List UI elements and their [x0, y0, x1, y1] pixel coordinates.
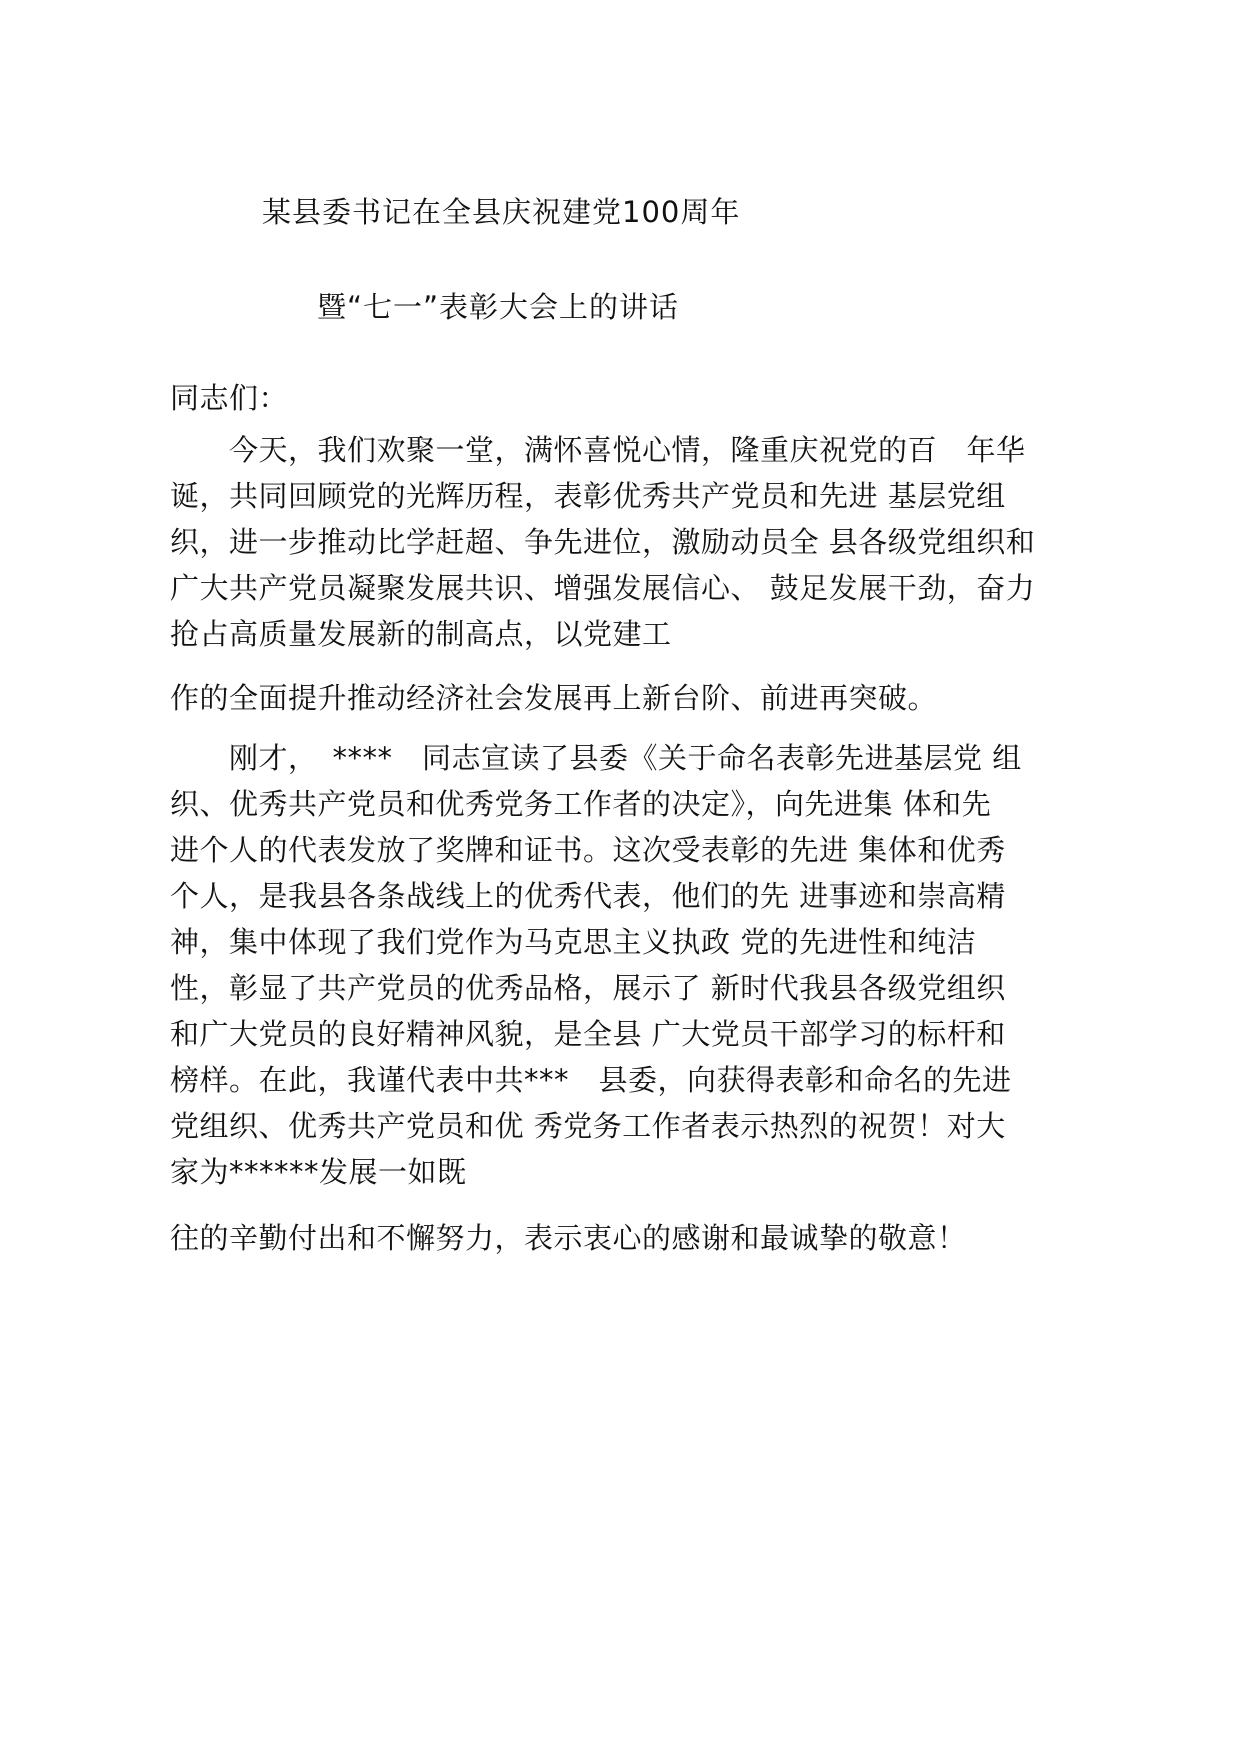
paragraph-line: 进个人的代表发放了奖牌和证书。这次受表彰的先进 集体和优秀: [170, 833, 1006, 867]
document-title-line-2: 暨“七一”表彰大会上的讲话: [317, 290, 680, 324]
paragraph-line: 织、优秀共产党员和优秀党务工作者的决定》，向先进集 体和先: [170, 787, 992, 821]
document-title-line-1: 某县委书记在全县庆祝建党100周年: [262, 195, 741, 229]
paragraph-line: 个人，是我县各条战线上的优秀代表，他们的先 进事迹和崇高精: [170, 879, 1006, 913]
paragraph-line: 神，集中体现了我们党作为马克思主义执政 党的先进性和纯洁: [170, 925, 977, 959]
paragraph-line: 性，彰显了共产党员的优秀品格，展示了 新时代我县各级党组织: [170, 971, 1006, 1005]
paragraph-line: 和广大党员的良好精神风貌，是全县 广大党员干部学习的标杆和: [170, 1017, 1006, 1051]
paragraph-line: 党组织、优秀共产党员和优 秀党务工作者表示热烈的祝贺！对大: [170, 1109, 1006, 1143]
paragraph-line: 作的全面提升推动经济社会发展再上新台阶、前进再突破。: [170, 681, 938, 715]
paragraph-line: 刚才， **** 同志宣读了县委《关于命名表彰先进基层党 组: [170, 741, 1022, 775]
paragraph-line: 诞，共同回顾党的光辉历程，表彰优秀共产党员和先进 基层党组: [170, 479, 1006, 513]
paragraph-line: 广大共产党员凝聚发展共识、增强发展信心、 鼓足发展干劲，奋力: [170, 571, 1036, 605]
paragraph-line: 织，进一步推动比学赶超、争先进位，激励动员全 县各级党组织和: [170, 525, 1036, 559]
paragraph-line: 抢占高质量发展新的制高点，以党建工: [170, 617, 672, 651]
paragraph-line: 家为******发展一如既: [170, 1155, 467, 1189]
paragraph-line: 榜样。在此，我谨代表中共*** 县委，向获得表彰和命名的先进: [170, 1063, 1012, 1097]
paragraph-line: 今天，我们欢聚一堂，满怀喜悦心情，隆重庆祝党的百 年华: [170, 433, 1026, 467]
paragraph-line: 往的辛勤付出和不懈努力，表示衷心的感谢和最诚挚的敬意！: [170, 1221, 967, 1255]
salutation: 同志们：: [170, 381, 289, 415]
